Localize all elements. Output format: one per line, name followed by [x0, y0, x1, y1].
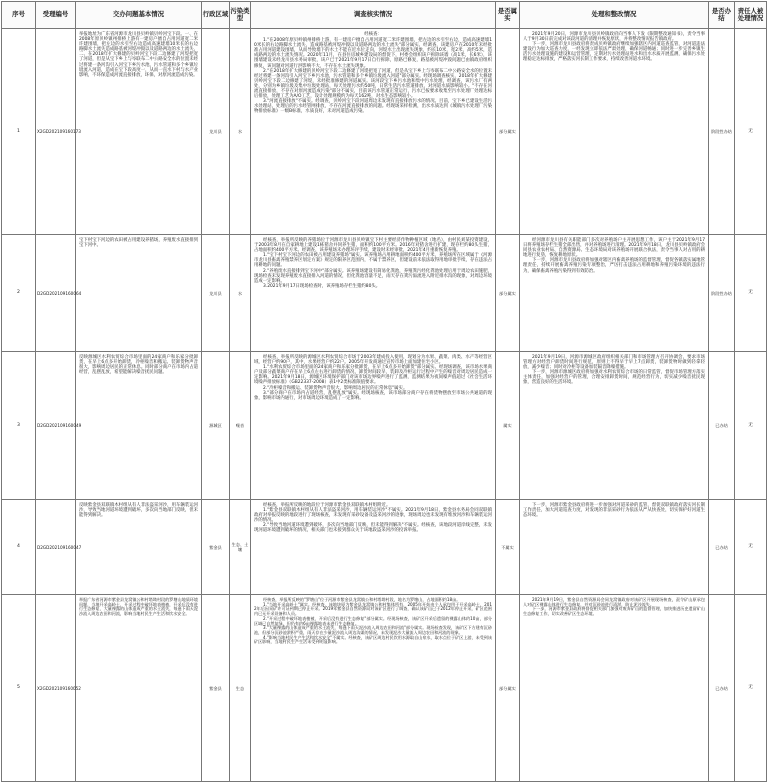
row-handling [520, 235, 709, 352]
survey-item: 2."导致当地河道环境遭到破坏，多次向当地部门反映，但未能得到解决"不属实。经核查，该地段河道岸线完整，未发现河道环境遭到破坏的情况，相关部门也未接到群众关于该地段盗采河沙的投诉举报。 [254, 523, 492, 534]
survey-item: 1."紫金县双联镇木村组从有人非法盗采河沙，用车辆装运河沙"不属实。2021年9月18日，紫金县水务局会同双联镇政府对举报反映的地段进行了现场核查，未发现有采砂设备及盗采河沙的迹象，现场周边也未发现有堆放河沙和车辆装运河沙的情况。 [254, 508, 492, 524]
survey-item: 2."养殖废水直接排到宝下河中"部分属实。该养殖场建设有简易化粪池，养殖粪污经化粪池处理后用于周边农田施肥，现场检查未发现养殖废水直接排入河道的情况，但化粪池容量不足，雨天存在粪污溢流进入附近排水沟的现象，对周边环境造成一定影响。 [254, 268, 492, 284]
handling-item: 2021年9月19日，紫金县自然资源局会同龙窝镇政府对该矿区开展现场核查，责令矿山原承包人对矿区裸露山体进行生态修复，并对沉砂池进行清淤，防止泥沙流失。 [523, 597, 705, 607]
row-region: 源城区 [202, 352, 230, 500]
survey-item: 2."开采过程中破坏地表植被，开采后没有进行生态修复"部分属实。经现场核查，该矿区开采后遗留的裸露山体约10亩，部分区域已自然复绿，但仍有约6亩裸露地表未进行生态修复。 [254, 615, 492, 626]
row-ptype: 水 [230, 235, 251, 352]
row-true: 部分属实 [496, 29, 520, 235]
row-done: 阶段性办结 [709, 29, 735, 235]
row-ptype: 噪音 [230, 352, 251, 500]
survey-item: 1."宝下村宝下河边的农田被占用建设养猪场"属实。该养殖场占用耕地面积约400平方米，养殖场所在区域属于《河源市龙川县畜禽养殖禁养区划定方案》规定的限养区范围内，不属于禁养区，但建设前未依法取得用地审批手续，存在违法占用耕地的问题。 [254, 253, 492, 269]
row-done: 阶段性办结 [709, 235, 735, 352]
row-code: X2GD202109160173 [36, 29, 76, 235]
table-row [2, 595, 767, 782]
survey-item: 1."当地开采高岭土"属实。经核查，该地块原为紫金县龙窝镇公和村集体所有，2005年开始由个人承包用于开采高岭土，2012年后因采矿许可证到期已停止开采。2019年紫金县自然资源局对该矿区进行了调查，确认该矿山已于2012年停止开采，矿区范围内已无开采设备和人员。 [254, 601, 492, 617]
header-problem: 交办问题基本情况 [76, 2, 202, 29]
survey-item: 3."大量裸露的山体造成严重的水土流失，每逢下雨天泥沙流入周边农田和河流"部分属实。现场检查发现，该矿区下方建有沉砂池，但部分沉砂池淤积严重，雨天存在少量泥沙流入周边沟渠的情况，未发现泥沙大量流入周边农田和河流的现象。 [254, 625, 492, 635]
survey-label: 经核查，举报所反映的源城区水利农贸综合市场于2003年建成投入使用，现划分为水果、蔬菜、肉类、水产等经营区域，经营户约90户，其中，水果经营户约22户。2005年开发商通过宣传市场上面加建住宅小区。 [254, 355, 492, 366]
handling-item: 下一步，河源市紫金县政府将进一步加强对河道采砂的监管，督促双联镇政府落实河长制工作责任，加大河道巡查力度，对发现的非法采砂行为依法从严从快查处，切实保护好河道生态环境。 [523, 503, 705, 519]
row-handling [520, 500, 709, 595]
row-true: 部分属实 [496, 235, 520, 352]
handling-item: 下一步，河源市紫金县政府将督促相关部门加强对废弃矿山的监督管理，加快推进历史遗留矿山生态修复工作，切实改善矿区生态环境。 [523, 606, 705, 617]
survey-item: 1."在2008年原贝岭镇州排桥上游，有一建房户擅自占用河道宽二米许建围墙，把左边的水引至右边，造成高速建墙10米长的右边路脚水土流失，造成路基被河堤冲毁以及道路两边的水土流失"部分属实。经调查，该建房户在2010年未经批准占用河道建设围墙，从而导致墙下的水土不能在近水位走向，河堤水土出现流失现象，约长10米，宽2米，高约5米，造成路两边的水土流失情况。2020年11月，在县住房城乡建设局的督促下，村委会组织该户拆除该墙（高1米，长6米），该围墙建设未经龙川县水务局审批，该户已于2021年9月17日自行拆除，原路已修复，路基被河堤冲毁问题已由镇政府组织修复，该问题对河道行洪影响不大，不存在水土流失现象。 [254, 38, 492, 69]
header-done: 是否办结 [709, 2, 735, 29]
row-problem: 举报地址为广东省河源市龙川县贝岭镇贝岭河宝下段。一、在2008年原贝岭镇州排桥上游有一建房户擅自占用河道宽二米许建围墙，把左边的水引至右边造成高速建墙10米长的右边路脚水土流失造成路基被河堤冲毁以及道路两边的水土流失，二、在2018年扩大修建的贝岭河宝下段二边修建了河堤把宽了河道，但是从宝下乡上与岑联布二中公路安全水的位置未经过将建一条河沟引入河宝下乡污水池，污水管道和多个乡镇垃圾流入河道，造成在宝下段高度一，从而一直水下村与水产业影响，不环保造成河流直接排放，环保，对原河流造成污染。 [76, 29, 202, 235]
survey-item: 2."冷柜噪音和搬运、装卸货物声音很大，影响周边居民的正常休息"属实。 [263, 385, 408, 391]
row-region: 紫金县 [202, 595, 230, 782]
row-punish: 无 [735, 352, 767, 500]
row-survey [251, 29, 496, 235]
row-no: 5 [2, 595, 36, 782]
header-no: 序号 [2, 2, 36, 29]
row-code: D2GD202109160047 [36, 500, 76, 595]
handling-item: 2021年9月19日，河源市源城区政府组织相关部门和市场管理方召开协调会，要求市场管理方对经营户卸货时间进行规范，原则上不得早于早上7点卸货，装卸货物时做到轻拿轻放，减少噪音；同时对冷柜等设备加装隔音降噪措施。 [523, 355, 705, 371]
header-survey: 调查核实情况 [251, 2, 496, 29]
header-ptype: 污染类型 [230, 2, 251, 29]
row-region: 龙川县 [202, 29, 230, 235]
handling-item: 经河源市龙川县有关职能部门多次对养殖场户主开展思想工作，该户主于2021年9月17日将养殖场存栏生猪全部出售，并对养殖场进行清理。2021年9月18日，龙川县贝岭镇政府会同县农业农村局、自然资源局、生态环境局对该养殖场开展联合执法，责令当事人对占用的耕地进行复垦，恢复耕地原状。 [523, 238, 706, 259]
row-punish: 无 [735, 500, 767, 595]
table-row [2, 352, 767, 500]
row-true: 部分属实 [496, 595, 520, 782]
row-code: D2GD202109160049 [36, 352, 76, 500]
survey-label: 经核查，举报所反映的"罗塘山"位于河源市紫金县龙窝镇公和村塔坳村段，地名为罗塘山，占地面积约18亩。 [263, 597, 461, 602]
table-row [2, 235, 767, 352]
complaint-table [1, 1, 767, 782]
row-problem: 反映源城区水利农贸综合市场里面的24家商户和乐家分批卸货，在早上6点多开始卸货，冷柜噪音和搬运、装卸货物声音很大，影响周边居民的正常休息。同时部分商户在市场内占道经营，乱摆乱放，希望能解决噪音扰民问题。 [76, 352, 202, 500]
header-true: 是否属实 [496, 2, 520, 29]
handling-item: 下一步，河源市龙川县政府将责成贝岭镇政府继续加强辖区内河道巡查监管，对河道违法建设行为加大巡查力度，一经发现立即依法严肃处理，确保河道畅通；同时进一步完善乡镇生活污水处理设施的建设和运营管理，定期对污水处理站进水和出水水质开展监测，确保污水处理稳定达标排放，严格落实河长制工作要求，持续改善河道水环境。 [523, 42, 705, 63]
header-region: 行政区域 [202, 2, 230, 29]
table-row [2, 500, 767, 595]
row-handling [520, 595, 709, 782]
row-done: 已办结 [709, 352, 735, 500]
survey-item: 4."影响当地村民生产生活和饮水安全"不属实。经核查，该矿区周边村民饮用水源取自山泉水，取水点位于矿区上游，未受到该矿区影响，当地村民生产生活未受到明显影响。 [254, 634, 492, 645]
survey-item: 3."河流直接排放"不属实。经调查，贝岭河宝下段河道周边未发现有直接排放污水的情况。目前，宝下乡已建设生活污水处理站，处理后的污水经管网排放，不存在河流直接排放的问题。经现场采样检测，出水水质达到《城镇污水处理厂污染物排放标准》一级B标准，水质良好，未对河道造成污染。 [254, 99, 492, 115]
row-handling [520, 29, 709, 235]
header-code: 受理编号 [36, 2, 76, 29]
header-punish: 责任人被处理情况 [735, 2, 767, 29]
row-done: 已办结 [709, 500, 735, 595]
survey-item: 3."部分商户在市场内占道经营，乱摆乱放"属实。经现场核查，该市场部分商户存在将货物摆放至市场公共通道的现象，影响市场内通行，对市场周边环境造成了一定影响。 [254, 390, 492, 401]
row-survey [251, 595, 496, 782]
survey-label: 经核查，举报所反映的地段位于河源市紫金县双联镇木村组附近。 [263, 503, 391, 508]
handling-item: 下一步，河源市龙川县政府将加强对辖区内畜禽养殖场的监督管理，督促各镇落实属地管理责任，持续开展畜禽养殖污染专项整治，严厉打击违法占用耕地和养殖污染环境的违法行为，确保畜禽养殖污染得到有效防治。 [523, 258, 705, 274]
survey-item: 3.2021年9月17日现场检查时，该养殖场存栏生猪约80头。 [263, 283, 381, 289]
row-punish: 无 [735, 235, 767, 352]
row-ptype: 生态 [230, 595, 251, 782]
row-region: 龙川县 [202, 235, 230, 352]
row-problem: 宝下村宝下河边的农田被占用建设养猪场，养殖废水直接排到宝下河中。 [76, 235, 202, 352]
row-code: D2GD202109160064 [36, 235, 76, 352]
row-ptype: 水 [230, 29, 251, 235]
survey-label: 经核查： [364, 32, 382, 37]
row-survey [251, 352, 496, 500]
survey-item: 1."水利农贸综合市场里面的24家商户和乐家分批卸货，在早上6点多开始卸货"部分属实。经现场调查，该市场水果商户及部分蔬菜商户存在早上6点左右进行卸货的情况，卸货时间较早，装卸及冷柜运行过程中产生的噪音对周边居民造成一定影响。2021年9月18日，源城区环境保护部门对该市场边界噪声进行了监测，监测结果为夜间噪声值超过《社会生活环境噪声排放标准》（GB22337-2008）表1中2类标准限值要求。 [254, 365, 492, 386]
table-row [2, 29, 767, 235]
row-handling [520, 352, 709, 500]
row-code: X2GD202109160052 [36, 595, 76, 782]
row-true: 属实 [496, 352, 520, 500]
row-survey [251, 500, 496, 595]
row-punish: 无 [735, 595, 767, 782]
row-problem: 举报广东省河源市紫金县龙窝镇公和村塔坳村段的罗塘山地质环境问题，当地开采高岭土，开采过程中破坏地表植被，开采后没有进行生态修复，大量裸露的山体造成严重的水土流失，每逢下雨天泥沙流入周边农田和河流，影响当地村民生产生活和饮水安全。 [76, 595, 202, 782]
survey-item: 2."在2018年扩大修建的贝岭河宝下段二边修建了河堤把宽了河道，但是从宝下乡上与岑联布二中公路安全水的位置未经过将建一条河沟引入河宝下乡污水池，污水管道和多个乡镇垃圾流入河道"部分属实。经现场调查核实，2018年扩大修建贝岭河宝下段二边修建了河堤，未经批准修建的河道属实。该河段宝下乡污水池和集中污水处理，经调查，该污水厂有两处，分别为乡镇垃圾及集中垃圾处理站，每天处理污水约50吨，日常生活污水管道排放，对河道水质影响较小。"不存在河流直接排放，不存在对原河流造成污染"部分不属实，目前该污水管道正常运行，污水已按要求收集至污水处理厂处理达标后排放，处理工艺为A/O工艺，设计处理规模约为每天162吨，对水生态影响较小。 [254, 68, 492, 100]
row-problem: 反映紫金县双联镇木村组从有人非法盗采河沙，用车辆装运河沙，导致当地河道环境遭到破坏，多次向当地部门反映，但未能得到解决。 [76, 500, 202, 595]
row-no: 3 [2, 352, 36, 500]
row-no: 1 [2, 29, 36, 235]
row-punish: 无 [735, 29, 767, 235]
row-true: 不属实 [496, 500, 520, 595]
header-row [2, 2, 767, 29]
header-handling: 处理和整改情况 [520, 2, 709, 29]
row-ptype: 生态、土壤 [230, 500, 251, 595]
row-survey [251, 235, 496, 352]
survey-label: 经核查，举报所反映的养猪场位于河源市龙川县贝岭镇宝下村主要经济作物种植区域（地名），由村民刘某投资建设，于2003年8月在自家耕地上建设1栋猪舍并饲养生猪，面积约100平方米。2016年对猪舍进行扩建，现存栏约80头生猪，占地面积约400平方米。经调查，该养殖场未办理环评手续，建设时未经审批，2021年4月重新恢复养殖。 [254, 238, 492, 254]
handling-item: 2021年9月20日，河源市龙川县贝岭镇政府向当事人下发《限期整改通知书》，责令当事人于9月30日前完成对该段河道的清理并恢复原状，并将整改情况报告镇政府。 [523, 32, 705, 43]
handling-item: 下一步，河源市源城区政府将加强对水利农贸综合市场的日常监管，督促市场管理方落实主体责任，加强对经营户的管理，合理安排卸货时间，规范经营行为，切实减少噪音扰民现象，营造良好的生活环境。 [523, 370, 705, 386]
row-region: 紫金县 [202, 500, 230, 595]
row-done: 已办结 [709, 595, 735, 782]
row-no: 4 [2, 500, 36, 595]
row-no: 2 [2, 235, 36, 352]
